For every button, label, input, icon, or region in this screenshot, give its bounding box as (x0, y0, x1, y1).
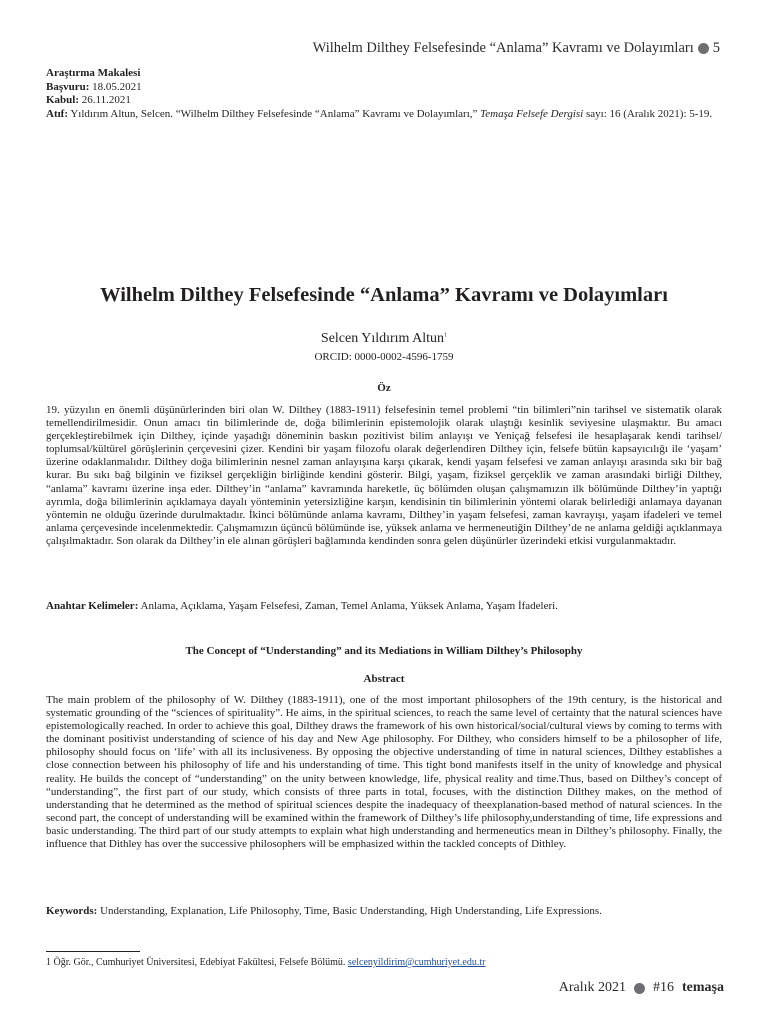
citation-label: Atıf: (46, 107, 68, 120)
tr-keywords-label: Anahtar Kelimeler: (46, 600, 139, 612)
author-footnote-mark: 1 (444, 332, 448, 339)
citation-tail: sayı: 16 (Aralık 2021): 5-19. (585, 107, 713, 120)
footnote-divider (46, 951, 140, 952)
english-title: The Concept of “Understanding” and its Mediations in William Dilthey’s Philosophy (185, 645, 583, 657)
en-keywords-label: Keywords: (46, 905, 98, 917)
article-type: Araştırma Makalesi (46, 67, 141, 79)
author-name: Selcen Yıldırım Altun (320, 331, 445, 346)
citation-main: Yıldırım Altun, Selcen. “Wilhelm Dilthey Felsefesinde “Anlama” Kavramı ve Dolayımları,” (70, 107, 478, 120)
received-label: Başvuru: (46, 80, 90, 93)
accepted-date: 26.11.2021 (81, 94, 131, 106)
abstract-heading: Abstract (363, 673, 405, 685)
en-keywords (46, 905, 722, 918)
citation-journal: Temaşa Felsefe Dergisi (480, 107, 584, 120)
en-keywords-list: Understanding, Explanation, Life Philosophy, Time, Basic Understanding, High Understanding, Life Expressions. (100, 905, 602, 917)
oz-heading: Öz (377, 382, 391, 394)
citation (46, 108, 722, 122)
running-head (313, 40, 720, 57)
tr-keywords (46, 600, 722, 613)
article-title: Wilhelm Dilthey Felsefesinde “Anlama” Kavramı ve Dolayımları (100, 284, 668, 306)
page-footer (559, 980, 724, 996)
issue-date: Aralık 2021 (558, 980, 626, 995)
article-meta (46, 67, 722, 121)
issue-number: #16 (653, 980, 674, 995)
tr-keywords-list: Anlama, Açıklama, Yaşam Felsefesi, Zaman, Temel Anlama, Yüksek Anlama, Yaşam İfadeleri. (140, 600, 558, 612)
received-date: 18.05.2021 (92, 80, 142, 93)
bullet-dot-icon (698, 43, 709, 54)
footnote-text: 1 Öğr. Gör., Cumhuriyet Üniversitesi, Edebiyat Fakültesi, Felsefe Bölümü. (46, 957, 346, 968)
footnote (46, 957, 485, 968)
author-email-link[interactable]: selcenyildirim@cumhuriyet.edu.tr (347, 957, 486, 968)
page-number: 5 (712, 40, 720, 56)
running-head-title: Wilhelm Dilthey Felsefesinde “Anlama” Kavramı ve Dolayımları (312, 40, 694, 56)
author (0, 331, 768, 347)
oz-text: 19. yüzyılın en önemli düşünürlerinden biri olan W. Dilthey (1883-1911) felsefesinin temel problemi “tin bilimleri”nin tarihsel ve sistematik olarak temellendirilmesidir. Onun amacı tin bilimlerinde de, doğa bilimlerinin epistemolojik olarak ulaştığı kesinlik seviyesine ulaşmaktır. Bu amacı gerçekleştirebilmek için Dilthey, içinde yaşadığı döneminin baskın pozitivist bilim anlayışı ve Yeniçağ felsefesi ile hesaplaşarak kendi tarihsel/ toplumsal/kültürel görüşlerinin çerçevesini çizer. Kendini bir yaşam filozofu olarak değerlendiren Dilthey için, felsefe bütün kapsayıcılığı ile ‘yaşam’ üzerine odaklanmalıdır. Dilthey doğa bilimlerinin nesnel zaman anlayışına karşı çıkarak, kendi yaşam felsefesi ve zaman anlayışı arasında sıkı bir bağ kurar. Bu sıkı bağ bilginin ve fiziksel gerçekliğin birliğinde kendini gösterir. Bilgi, yaşam, fiziksel gerçeklik ve zaman arasındaki birliği Dilthey, “anlama” kavramı üzerine inşa eder. Dilthey’in “anlama” kavramında hareketle, üç bölümden oluşan çalışmamızın ilk bölümünde Dilthey’in yaptığı ayrımla, doğa bilimlerinin açıklamaya dayalı yönteminin yetersizliğine karşın, kendisinin tin bilimlerinin yöntemi olarak belirlediği anlamaya dayanan yöntemin ne olduğu üzerinde durulmaktadır. İkinci bölümünde anlama kavramı, Dilthey’in yaşam felsefesi, zaman kavrayışı, yaşam ifadeleri ve temel anlama çerçevesinde incelenmektedir. Çalışmamızın üçüncü bölümünde ise, yüksek anlama ve hermeneutiğin Dilthey’de ne anlama geldiği açıklanmaya çalışılmaktadır. Son olarak da Dilthey’in ele alınan görüşleri bağlamında kendinden sonra gelen düşünürler üzerindeki etkisi vurgulanmaktadır. (46, 404, 722, 547)
accepted-label: Kabul: (46, 94, 80, 106)
journal-brand: temaşa (682, 980, 724, 995)
abstract-text: The main problem of the philosophy of W. Dilthey (1883-1911), one of the most important philosophers of the 19th century, is the historical and systematic grounding of the “sciences of spirituality”. He aims, in the spiritual sciences, to reach the same level of certainty that the natural sciences have epistemologically reached. In order to achieve this goal, Dilthey draws the framework of his own historical/social/cultural views by coming to terms with the dominant positivist understanding of science of his day and New Age philosophy. For Dilthey, who considers himself to be a philosopher of life, philosophy should focus on ‘life’ with all its inclusiveness. By opposing the objective understanding of time in natural sciences, Dilthey establishes a close connection between his philosophy of life and his understanding of time. This tight bond manifests itself in the unity of knowledge and physical reality. He builds the concept of “understanding” on the unity between knowledge, life, physical reality and time.Thus, based on Dilthey’s concept of “understanding”, the first part of our study, which consists of three parts in total, focuses, with the distinction Dilthey makes, on the method of understanding that he determined as the method of spiritual sciences despite the inadequacy of theexplanation-based method of natural sciences. In the second part, the concept of understanding will be examined within the framework of Dilthey’s life philosophy,understanding of time, life expressions and basic understanding. The third part of our study attempts to explain what high understanding and hermeneutics mean in Dilthey’s philosophy. Finally, the influence that Dithley has over the successive philosophers will be emphasized within the tackled concepts of Dithley. (46, 694, 722, 851)
bullet-dot-icon (634, 983, 645, 994)
orcid: ORCID: 0000-0002-4596-1759 (314, 351, 454, 363)
